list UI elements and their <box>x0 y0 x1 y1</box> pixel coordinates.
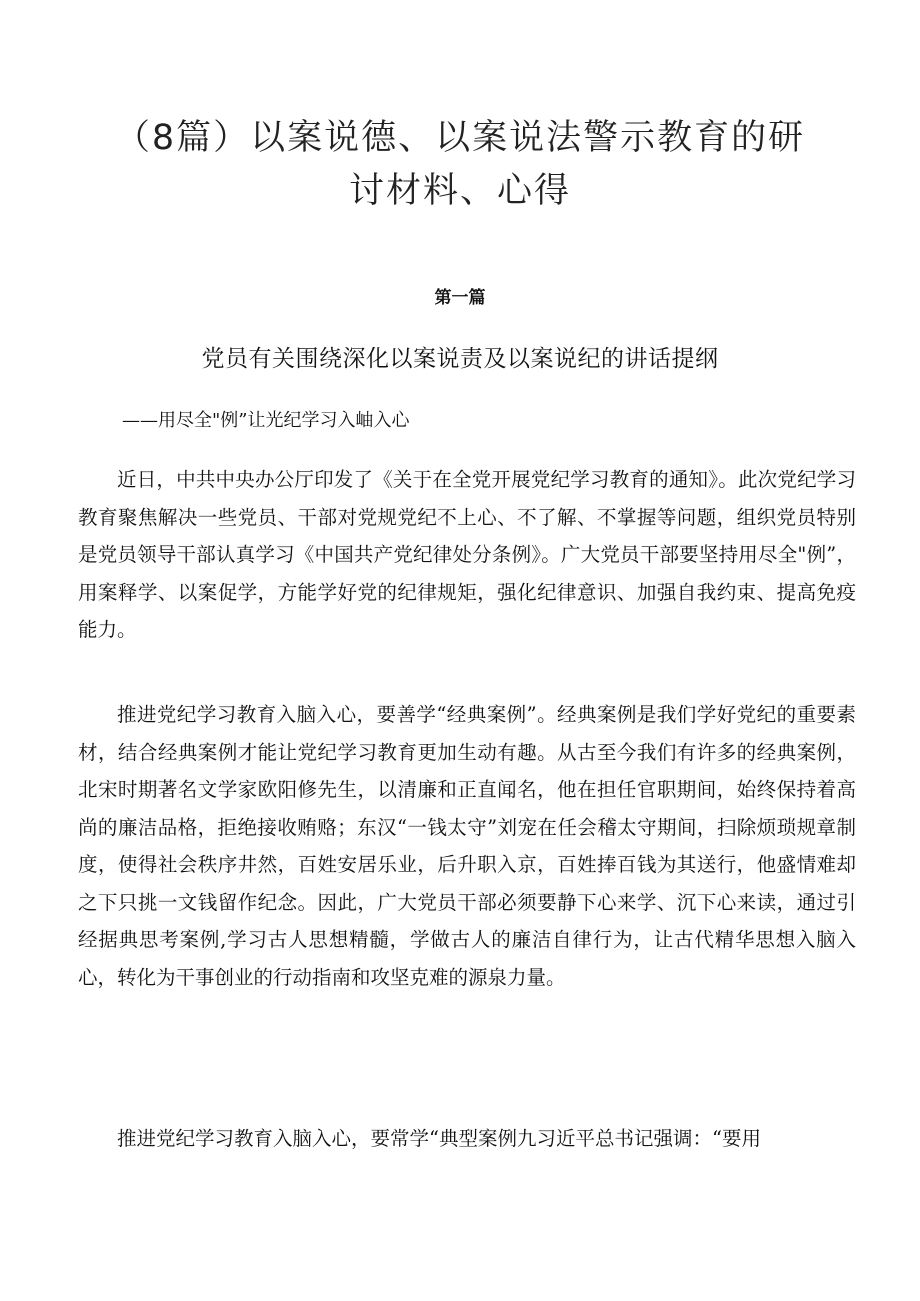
document-title: （8篇）以案说德、以案说法警示教育的研讨材料、心得 <box>114 118 806 211</box>
body-paragraph: 近日，中共中央办公厅印发了《关于在全党开展党纪学习教育的通知》。此次党纪学习教育聚焦解决一些党员、干部对党规党纪不上心、不了解、不掌握等问题，组织党员特别是党员领导干部认真学习《中国共产党纪律处分条例》。广大党员干部要坚持用尽全"例”，用案释学、以案促学，方能学好党的纪律规矩，强化纪律意识、加强自我约束、提高免疫能力。 <box>78 468 856 641</box>
section-label: 第一篇 <box>434 288 486 308</box>
subtitle: ——用尽全"例”让光纪学习入岫入心 <box>122 410 410 431</box>
speech-title: 党员有关围绕深化以案说责及以案说纪的讲话提纲 <box>201 346 719 372</box>
body-paragraph: 推进党纪学习教育入脑入心，要善学“经典案例”。经典案例是我们学好党纪的重要素材，结合经典案例才能让党纪学习教育更加生动有趣。从古至今我们有许多的经典案例，北宋时期著名文学家欧阳修先生，以清廉和正直闻名，他在担任官职期间，始终保持着高尚的廉洁品格，拒绝接收贿赂；东汉“一钱太守”刘宠在任会稽太守期间，扫除烦琐规章制度，使得社会秩序井然，百姓安居乐业，后升职入京，百姓捧百钱为其送行，他盛情难却之下只挑一文钱留作纪念。因此，广大党员干部必须要静下心来学、沉下心来读，通过引经据典思考案例,学习古人思想精髓，学做古人的廉洁自律行为，让古代精华思想入脑入心，转化为干事创业的行动指南和攻坚克难的源泉力量。 <box>78 703 856 989</box>
body-paragraph: 推进党纪学习教育入脑入心，要常学“典型案例九习近平总书记强调：“要用 <box>117 1127 761 1150</box>
